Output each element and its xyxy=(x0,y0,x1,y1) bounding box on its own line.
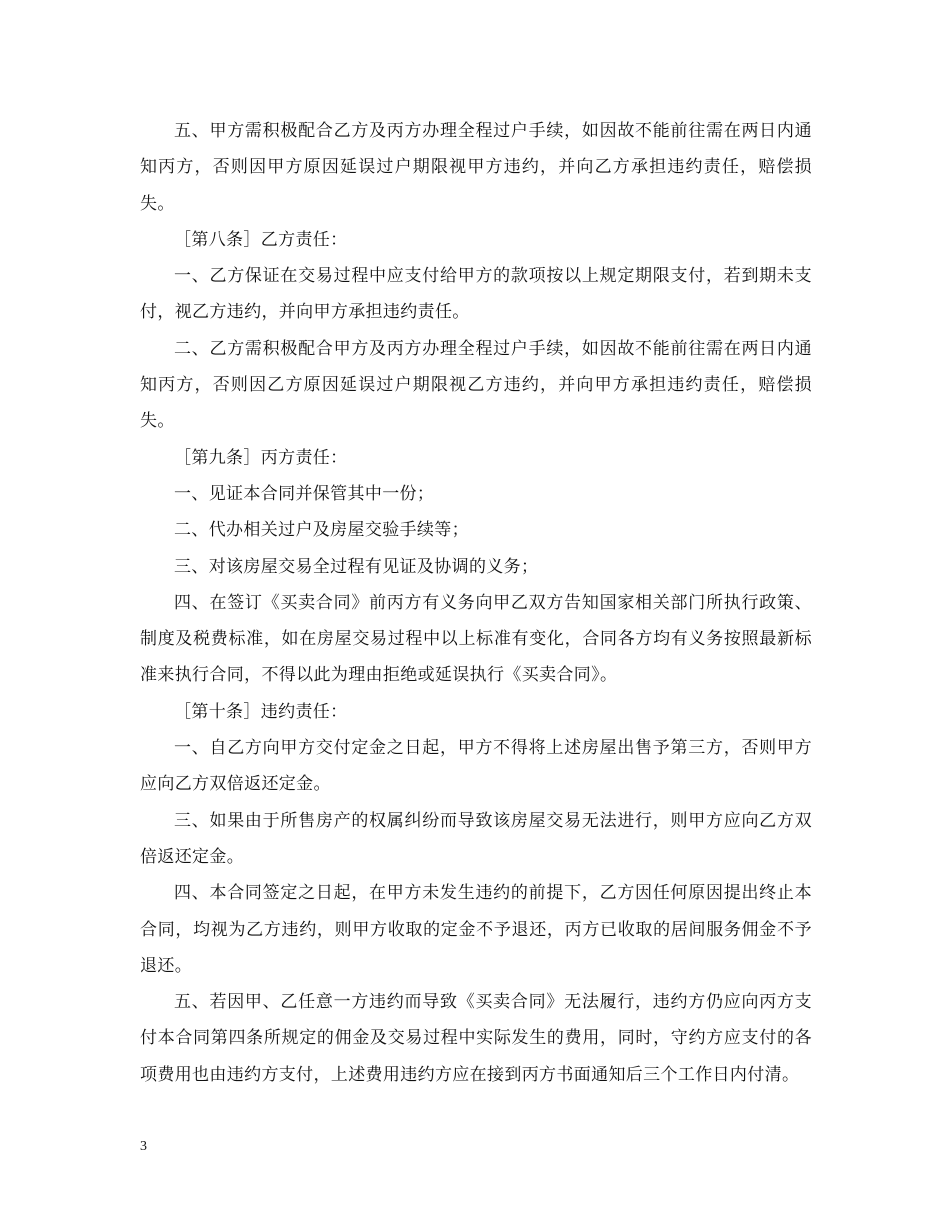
clause-paragraph: 一、见证本合同并保管其中一份； xyxy=(174,483,435,504)
article-heading: ［第九条］丙方责任： xyxy=(174,447,348,468)
article-heading: ［第八条］乙方责任： xyxy=(174,229,348,250)
clause-paragraph: 三、如果由于所售房产的权属纠纷而导致该房屋交易无法进行，则甲方应向乙方双倍返还定金。 xyxy=(140,810,812,867)
clause-paragraph: 一、自乙方向甲方交付定金之日起，甲方不得将上述房屋出售予第三方，否则甲方应向乙方双倍返还定金。 xyxy=(140,738,812,795)
clause-paragraph: 一、乙方保证在交易过程中应支付给甲方的款项按以上规定期限支付，若到期未支付，视乙方违约，并向甲方承担违约责任。 xyxy=(140,266,812,323)
contract-body xyxy=(140,113,812,1093)
page-number: 3 xyxy=(140,1139,147,1154)
clause-paragraph: 二、代办相关过户及房屋交验手续等； xyxy=(174,520,469,541)
clause-paragraph: 三、对该房屋交易全过程有见证及协调的义务； xyxy=(174,556,539,577)
clause-paragraph: 四、在签订《买卖合同》前丙方有义务向甲乙双方告知国家相关部门所执行政策、制度及税费标准，如在房屋交易过程中以上标准有变化，合同各方均有义务按照最新标准来执行合同，不得以此为理由拒绝或延误执行《买卖合同》。 xyxy=(140,592,812,686)
clause-paragraph: 二、乙方需积极配合甲方及丙方办理全程过户手续，如因故不能前往需在两日内通知丙方，否则因乙方原因延误过户期限视乙方违约，并向甲方承担违约责任，赔偿损失。 xyxy=(140,338,812,432)
clause-paragraph: 五、甲方需积极配合乙方及丙方办理全程过户手续，如因故不能前往需在两日内通知丙方，否则因甲方原因延误过户期限视甲方违约，并向乙方承担违约责任，赔偿损失。 xyxy=(140,121,812,214)
clause-paragraph: 五、若因甲、乙任意一方违约而导致《买卖合同》无法履行，违约方仍应向丙方支付本合同第四条所规定的佣金及交易过程中实际发生的费用，同时，守约方应支付的各项费用也由违约方支付，上述费用违约方应在接到丙方书面通知后三个工作日内付清。 xyxy=(140,992,812,1085)
article-heading: ［第十条］违约责任： xyxy=(174,701,348,722)
clause-paragraph: 四、本合同签定之日起，在甲方未发生违约的前提下，乙方因任何原因提出终止本合同，均视为乙方违约，则甲方收取的定金不予退还，丙方已收取的居间服务佣金不予退还。 xyxy=(140,883,812,976)
